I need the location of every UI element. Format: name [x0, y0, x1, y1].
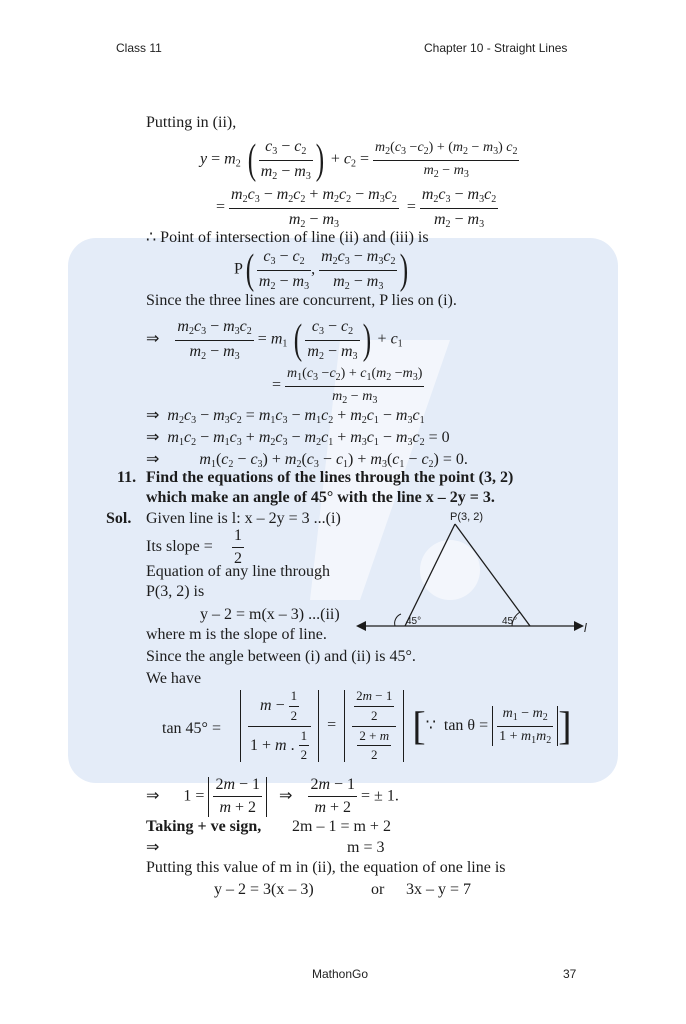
- final-equation-2: 3x – y = 7: [406, 881, 472, 898]
- equation-one-equals: ⇒ 1 = $\frac{2m - 1}{m + 2}$ ⇒ $\frac{2m - 1}{m + 2}$ = ± 1.: [146, 776, 399, 817]
- angle-arc-left: [395, 614, 401, 626]
- taking-positive-equation: 2m – 1 = m + 2: [292, 818, 391, 835]
- concurrent-text: Since the three lines are concurrent, P lies on (i).: [146, 292, 457, 309]
- angle-text: Since the angle between (i) and (ii) is 45°.: [146, 648, 416, 665]
- point-text: P(3, 2) is: [146, 583, 205, 600]
- intersection-text: ∴ Point of intersection of line (ii) and (iii) is: [146, 229, 429, 246]
- slope-fraction: $\frac{1}{2}$: [234, 527, 242, 568]
- slope-label: Its slope =: [146, 538, 213, 555]
- implies-symbol: ⇒: [146, 839, 160, 856]
- triangle-diagram: [350, 508, 596, 638]
- equation-p-on-line-i: ⇒ $\frac{m_2c_3 - m_3c_2}{m_2 - m_3}$ = $m_1$ ( $\frac{c_3 - c_2}{m_2 - m_3}$ ) + $c_1$: [146, 317, 403, 363]
- angle-label-right: 45°: [502, 616, 518, 627]
- question-number: 11.: [117, 469, 137, 486]
- question-text-line1: Find the equations of the lines through the point (3, 2): [146, 469, 514, 486]
- equation-expanded: ⇒ $m_2c_3 - m_3c_2 = m_1c_3 - m_1c_2 + m_2c_1 - m_3c_1$: [146, 407, 425, 426]
- equation-rearranged: ⇒ $m_1c_2 - m_1c_3 + m_2c_3 - m_2c_1 + m_3c_1 - m_3c_2 = 0$: [146, 429, 450, 448]
- right-side-line: [455, 524, 530, 626]
- equation-simplified: = $\frac{m_2c_3 - m_2c_2 + m_2c_2 - m_3c_2}{m_2 - m_3}$ = $\frac{m_2c_3 - m_3c_2}{m_2 - m_3}$: [216, 186, 497, 230]
- left-arrow-icon: [356, 621, 366, 631]
- putting-value-text: Putting this value of m in (ii), the equation of one line is: [146, 859, 506, 876]
- final-or: or: [371, 881, 385, 898]
- where-m-text: where m is the slope of line.: [146, 626, 327, 643]
- point-p-coordinates: P( $\frac{c_3 - c_2}{m_2 - m_3}$ , $\frac{m_2c_3 - m_3c_2}{m_2 - m_3}$ ): [234, 247, 409, 293]
- point-p-label: P(3, 2): [450, 511, 484, 523]
- putting-in-text: Putting in (ii),: [146, 114, 237, 131]
- angle-label-left: 45°: [406, 616, 422, 627]
- we-have-text: We have: [146, 670, 202, 687]
- line-equation-ii: y – 2 = m(x – 3) ...(ii): [200, 606, 340, 623]
- header-chapter: Chapter 10 - Straight Lines: [424, 41, 568, 55]
- m-equals-3: m = 3: [347, 839, 385, 856]
- left-side-line: [405, 524, 455, 626]
- question-text-line2: which make an angle of 45° with the line x – 2y = 3.: [146, 489, 495, 506]
- taking-positive-label: Taking + ve sign,: [146, 818, 262, 835]
- tan45-equation: m − $\frac{1}{2}$ 1 + m . $\frac{1}{2}$ = $\frac{\frac{2m - 1}{2}}{\frac{2 + m}{2}}$ [∵ tan θ = $\frac{m_1 - m_2}{1 + m_1m_2}$ ]: [240, 690, 572, 762]
- footer-page-number: 37: [563, 967, 577, 981]
- any-line-text: Equation of any line through: [146, 563, 330, 580]
- right-arrow-icon: [574, 621, 584, 631]
- header-class: Class 11: [116, 41, 162, 55]
- equation-p-on-line-i-combined: = $\frac{m_1(c_3 -c_2) + c_1(m_2 -m_3)}{m_2 - m_3}$: [272, 366, 423, 406]
- given-line-text: Given line is l: x – 2y = 3 ...(i): [146, 510, 341, 527]
- tan45-label: tan 45° =: [162, 720, 221, 737]
- solution-label: Sol.: [106, 510, 132, 527]
- equation-y-substitution: $y = m_2$ ( $\frac{c_3 - c_2}{m_2 - m_3}$ ) + $c_2$ = $\frac{m_2(c_3 -c_2) + (m_2 - m_3) c_2}{m_2 - m_3}$: [200, 137, 518, 183]
- equation-concurrency-condition: ⇒ $m_1(c_2 - c_3) + m_2(c_3 - c_1) + m_3(c_1 - c_2) = 0$.: [146, 451, 468, 470]
- line-label-l: l: [584, 621, 587, 635]
- footer-brand: MathonGo: [312, 967, 369, 981]
- final-equation-1: y – 2 = 3(x – 3): [214, 881, 314, 898]
